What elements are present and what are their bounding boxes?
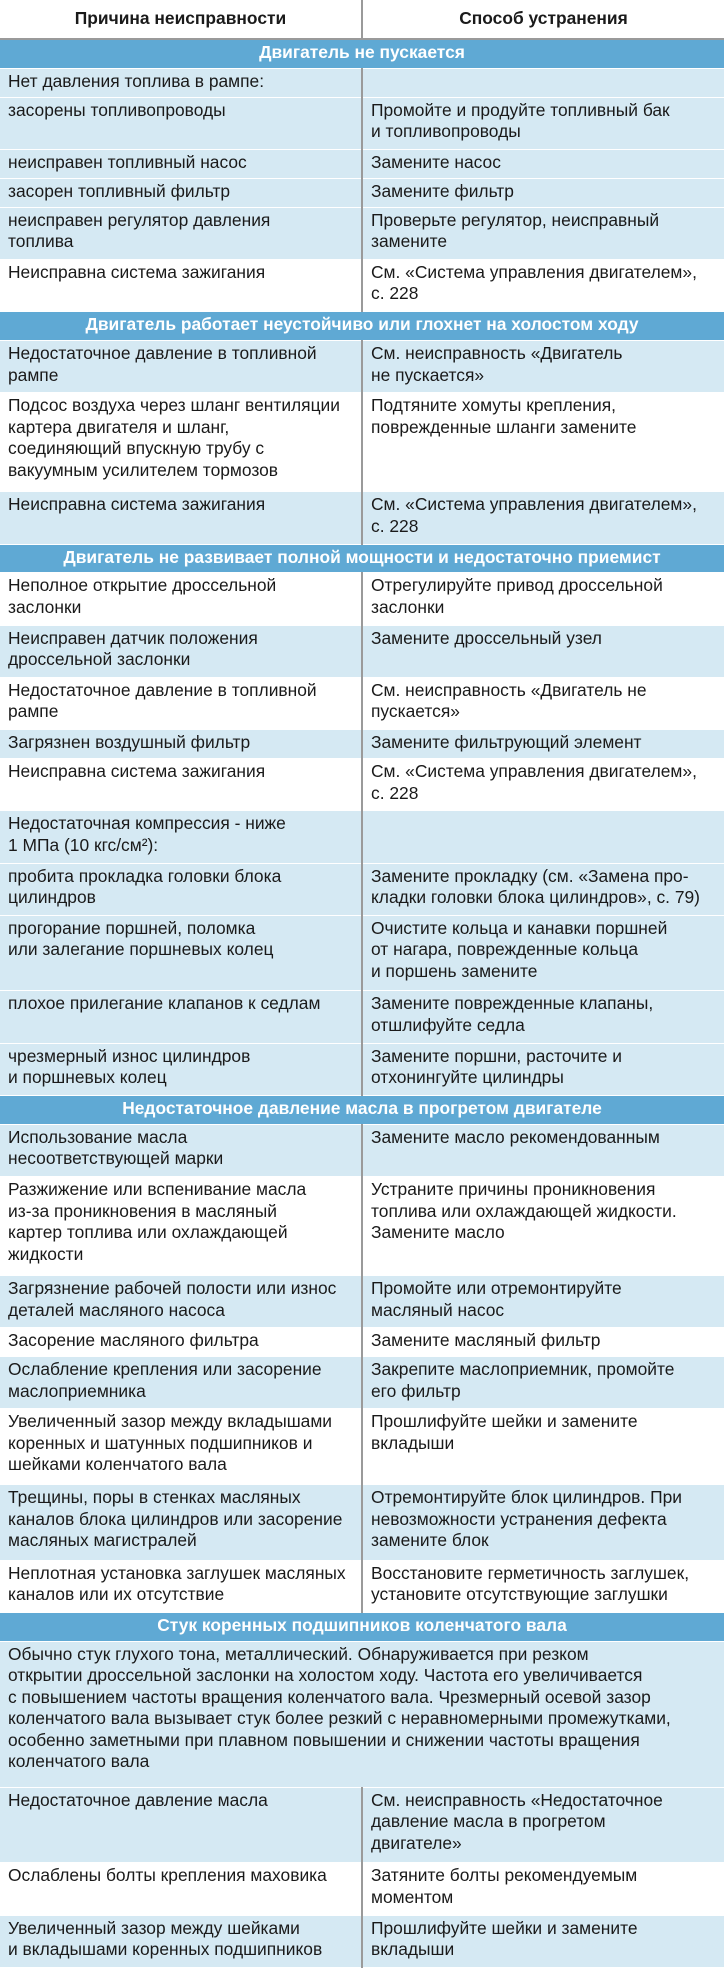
table-row	[0, 811, 724, 863]
section-header-row	[0, 1612, 724, 1641]
remedy-cell	[362, 149, 724, 178]
table-row	[0, 341, 724, 393]
cause-cell	[0, 1787, 362, 1863]
remedy-line: установите отсутствующие заглушки	[371, 1584, 668, 1605]
remedy-line: с. 228	[371, 782, 419, 803]
cause-cell	[0, 759, 362, 811]
cause-line: Увеличенный зазор между шейками	[8, 1917, 300, 1938]
cause-line: каналов блока цилиндров или засорение	[8, 1508, 343, 1529]
remedy-line: Промойте или отремонтируйте	[371, 1278, 622, 1299]
table-row	[0, 1124, 724, 1176]
cause-line: маслоприемника	[8, 1380, 146, 1401]
remedy-line: поврежденные шланги замените	[371, 416, 637, 437]
cause-cell	[0, 1915, 362, 1967]
cause-line: масляных магистралей	[8, 1530, 197, 1551]
cause-line: засорен топливный фильтр	[8, 180, 231, 201]
cause-cell	[0, 259, 362, 311]
remedy-line: с. 228	[371, 283, 419, 304]
cause-line: неисправен топливный насос	[8, 151, 247, 172]
table-row	[0, 863, 724, 915]
cause-line: заслонки	[8, 596, 82, 617]
remedy-cell	[362, 730, 724, 759]
remedy-line: Прошлифуйте шейки и замените	[371, 1411, 638, 1432]
remedy-cell	[362, 1863, 724, 1915]
cause-cell	[0, 97, 362, 149]
remedy-line: Замените поврежденные клапаны,	[371, 993, 654, 1014]
remedy-line: Очистите кольца и канавки поршней	[371, 917, 668, 938]
cause-line: пробита прокладка головки блока	[8, 865, 282, 886]
remedy-line: вкладыши	[371, 1939, 455, 1960]
cause-line: Увеличенный зазор между вкладышами	[8, 1411, 333, 1432]
section-header-row	[0, 1095, 724, 1124]
remedy-cell	[362, 1276, 724, 1328]
remedy-line: Замените масло рекомендованным	[371, 1126, 660, 1147]
remedy-line: вкладыши	[371, 1432, 455, 1453]
remedy-line: и топливопроводы	[371, 121, 521, 142]
cause-cell	[0, 149, 362, 178]
remedy-line: и поршень замените	[371, 960, 538, 981]
cause-cell	[0, 863, 362, 915]
cause-cell	[0, 1124, 362, 1176]
cause-cell	[0, 68, 362, 97]
cause-cell	[0, 677, 362, 729]
cause-cell	[0, 178, 362, 207]
remedy-cell	[362, 1328, 724, 1357]
table-row	[0, 677, 724, 729]
section-header-row	[0, 544, 724, 573]
remedy-cell	[362, 625, 724, 677]
remedy-line: его фильтр	[371, 1380, 461, 1401]
cause-line: Недостаточное давление в топливной	[8, 343, 317, 364]
remedy-cell	[362, 178, 724, 207]
remedy-cell	[362, 573, 724, 625]
remedy-line: Замените насос	[371, 151, 501, 172]
remedy-line: не пускается»	[371, 364, 485, 385]
remedy-line: замените блок	[371, 1530, 489, 1551]
note-row	[0, 1641, 724, 1787]
cause-cell	[0, 811, 362, 863]
remedy-line: Устраните причины проникновения	[371, 1179, 656, 1200]
cause-cell	[0, 625, 362, 677]
table-row	[0, 915, 724, 991]
remedy-line: давление масла в прогретом	[371, 1811, 606, 1832]
cause-cell	[0, 393, 362, 492]
section-title: Двигатель работает неустойчиво или глохнет на холостом ходу	[0, 312, 724, 341]
remedy-line: кладки головки блока цилиндров», с. 79)	[371, 887, 700, 908]
remedy-cell	[362, 811, 724, 863]
cause-line: картер топлива или охлаждающей	[8, 1222, 288, 1243]
cause-cell	[0, 573, 362, 625]
note-line: с повышением частоты вращения коленчатого вала. Чрезмерный осевой зазор	[8, 1686, 651, 1707]
section-title: Недостаточное давление масла в прогретом двигателе	[0, 1095, 724, 1124]
note-line: коленчатого вала	[8, 1751, 150, 1772]
remedy-cell	[362, 1787, 724, 1863]
remedy-line: моментом	[371, 1886, 454, 1907]
table-row	[0, 759, 724, 811]
cause-line: Загрязнен воздушный фильтр	[8, 732, 251, 753]
remedy-cell	[362, 68, 724, 97]
table-row	[0, 625, 724, 677]
cause-cell	[0, 1560, 362, 1612]
cause-line: Ослабление крепления или засорение	[8, 1359, 322, 1380]
cause-line: дроссельной заслонки	[8, 649, 191, 670]
note-line: открытии дроссельной заслонки на холостом ходу. Частота его увеличивается	[8, 1665, 643, 1686]
cause-cell	[0, 1409, 362, 1485]
cause-line: прогорание поршней, поломка	[8, 917, 256, 938]
cause-line: Недостаточная компрессия - ниже	[8, 813, 286, 834]
remedy-line: См. неисправность «Двигатель	[371, 343, 623, 364]
table-row	[0, 149, 724, 178]
cause-line: Неплотная установка заглушек масляных	[8, 1562, 346, 1583]
remedy-line: Затяните болты рекомендуемым	[371, 1865, 638, 1886]
remedy-cell	[362, 915, 724, 991]
cause-line: или залегание поршневых колец	[8, 939, 274, 960]
note-line: Обычно стук глухого тона, металлический. Обнаруживается при резком	[8, 1643, 589, 1664]
remedy-line: См. неисправность «Двигатель не	[371, 679, 647, 700]
remedy-line: с. 228	[371, 515, 419, 536]
remedy-line: Промойте и продуйте топливный бак	[371, 99, 670, 120]
cause-line: жидкости	[8, 1243, 84, 1264]
cause-cell	[0, 492, 362, 544]
section-header-row	[0, 39, 724, 68]
table-row	[0, 1915, 724, 1967]
cause-line: 1 МПа (10 кгс/см²):	[8, 834, 159, 855]
table-row	[0, 97, 724, 149]
cause-line: рампе	[8, 364, 59, 385]
cause-line: неисправен регулятор давления	[8, 209, 271, 230]
cause-line: Неполное открытие дроссельной	[8, 575, 277, 596]
remedy-line: Замените масляный фильтр	[371, 1330, 601, 1351]
remedy-cell	[362, 1409, 724, 1485]
remedy-line: Прошлифуйте шейки и замените	[371, 1917, 638, 1938]
cause-line: Неисправен датчик положения	[8, 627, 258, 648]
cause-cell	[0, 991, 362, 1043]
table-row	[0, 259, 724, 311]
cause-line: и вкладышами коренных подшипников	[8, 1939, 323, 1960]
table-row	[0, 1787, 724, 1863]
remedy-line: заслонки	[371, 596, 445, 617]
remedy-line: пускается»	[371, 701, 460, 722]
remedy-line: Замените дроссельный узел	[371, 627, 602, 648]
remedy-line: См. «Система управления двигателем»,	[371, 761, 697, 782]
section-title: Двигатель не развивает полной мощности и недостаточно приемист	[0, 544, 724, 573]
table-row	[0, 178, 724, 207]
table-row	[0, 1560, 724, 1612]
note-text	[0, 1641, 724, 1787]
section-header-row	[0, 312, 724, 341]
cause-cell	[0, 1043, 362, 1095]
cause-line: плохое прилегание клапанов к седлам	[8, 993, 321, 1014]
remedy-line: Проверьте регулятор, неисправный	[371, 209, 660, 230]
table-row	[0, 730, 724, 759]
cause-line: Неисправна система зажигания	[8, 761, 266, 782]
cause-line: и поршневых колец	[8, 1067, 167, 1088]
cause-line: Трещины, поры в стенках масляных	[8, 1487, 301, 1508]
cause-line: Засорение масляного фильтра	[8, 1330, 259, 1351]
remedy-cell	[362, 97, 724, 149]
cause-line: Неисправна система зажигания	[8, 494, 266, 515]
table-row	[0, 1043, 724, 1095]
cause-line: деталей масляного насоса	[8, 1299, 225, 1320]
cause-line: несоответствующей марки	[8, 1148, 224, 1169]
remedy-line: См. неисправность «Недостаточное	[371, 1789, 663, 1810]
cause-line: рампе	[8, 701, 59, 722]
cause-line: соединяющий впускную трубу с	[8, 438, 265, 459]
remedy-line: Отремонтируйте блок цилиндров. При	[371, 1487, 682, 1508]
cause-line: вакуумным усилителем тормозов	[8, 459, 279, 480]
remedy-line: См. «Система управления двигателем»,	[371, 261, 697, 282]
cause-cell	[0, 1328, 362, 1357]
remedy-cell	[362, 677, 724, 729]
cause-line: коренных и шатунных подшипников и	[8, 1432, 313, 1453]
remedy-cell	[362, 1357, 724, 1409]
remedy-line: топлива или охлаждающей жидкости.	[371, 1200, 677, 1221]
cause-line: Загрязнение рабочей полости или износ	[8, 1278, 337, 1299]
section-title: Стук коренных подшипников коленчатого вала	[0, 1612, 724, 1641]
table-row	[0, 393, 724, 492]
remedy-line: Замените фильтрующий элемент	[371, 732, 642, 753]
remedy-line: двигателе»	[371, 1832, 462, 1853]
cause-line: Неисправна система зажигания	[8, 261, 266, 282]
remedy-line: Замените фильтр	[371, 180, 514, 201]
remedy-line: См. «Система управления двигателем»,	[371, 494, 697, 515]
table-row	[0, 573, 724, 625]
remedy-line: невозможности устранения дефекта	[371, 1508, 667, 1529]
remedy-cell	[362, 1485, 724, 1561]
table-row	[0, 1328, 724, 1357]
table-row	[0, 1177, 724, 1276]
cause-line: Недостаточное давление в топливной	[8, 679, 317, 700]
cause-line: цилиндров	[8, 887, 96, 908]
remedy-cell	[362, 1043, 724, 1095]
cause-line: шейками коленчатого вала	[8, 1454, 227, 1475]
cause-line: топлива	[8, 231, 74, 252]
remedy-cell	[362, 393, 724, 492]
cause-line: Ослаблены болты крепления маховика	[8, 1865, 327, 1886]
remedy-line: масляный насос	[371, 1299, 505, 1320]
remedy-line: Закрепите маслоприемник, промойте	[371, 1359, 675, 1380]
table-header-row	[0, 0, 724, 39]
remedy-cell	[362, 259, 724, 311]
table-row	[0, 1357, 724, 1409]
remedy-cell	[362, 1124, 724, 1176]
remedy-cell	[362, 1915, 724, 1967]
section-title: Двигатель не пускается	[0, 39, 724, 68]
note-line: особенно заметными при плавном повышении и снижении частоты вращения	[8, 1729, 640, 1750]
cause-cell	[0, 1485, 362, 1561]
remedy-line: отхонингуйте цилиндры	[371, 1067, 564, 1088]
table-row	[0, 1863, 724, 1915]
table-body	[0, 39, 724, 1968]
header-cause: Причина неисправности	[0, 0, 362, 39]
cause-cell	[0, 1276, 362, 1328]
cause-line: чрезмерный износ цилиндров	[8, 1045, 251, 1066]
cause-line: Разжижение или вспенивание масла	[8, 1179, 307, 1200]
cause-line: картера двигателя и шланг,	[8, 416, 230, 437]
remedy-line: Замените поршни, расточите и	[371, 1045, 622, 1066]
remedy-line: от нагара, поврежденные кольца	[371, 939, 639, 960]
cause-cell	[0, 207, 362, 259]
cause-cell	[0, 1177, 362, 1276]
remedy-cell	[362, 341, 724, 393]
remedy-cell	[362, 492, 724, 544]
cause-line: Подсос воздуха через шланг вентиляции	[8, 395, 340, 416]
table-row	[0, 207, 724, 259]
cause-line: Недостаточное давление масла	[8, 1789, 268, 1810]
cause-cell	[0, 341, 362, 393]
cause-line: каналов или их отсутствие	[8, 1584, 225, 1605]
note-line: коленчатого вала вызывает стук более резкий с неравномерными промежутками,	[8, 1708, 671, 1729]
cause-line: Использование масла	[8, 1126, 188, 1147]
remedy-cell	[362, 991, 724, 1043]
remedy-line: Замените прокладку (см. «Замена про-	[371, 865, 689, 886]
remedy-line: Отрегулируйте привод дроссельной	[371, 575, 663, 596]
remedy-line: отшлифуйте седла	[371, 1014, 525, 1035]
remedy-line: замените	[371, 231, 448, 252]
remedy-line: Подтяните хомуты крепления,	[371, 395, 616, 416]
remedy-line: Замените масло	[371, 1222, 505, 1243]
table-row	[0, 492, 724, 544]
header-remedy: Способ устранения	[362, 0, 724, 39]
table-row	[0, 1276, 724, 1328]
table-row	[0, 1409, 724, 1485]
cause-cell	[0, 1357, 362, 1409]
cause-cell	[0, 915, 362, 991]
cause-line: засорены топливопроводы	[8, 99, 226, 120]
cause-line: Нет давления топлива в рампе:	[8, 70, 265, 91]
remedy-cell	[362, 207, 724, 259]
remedy-cell	[362, 1560, 724, 1612]
cause-cell	[0, 1863, 362, 1915]
table-row	[0, 1485, 724, 1561]
remedy-cell	[362, 1177, 724, 1276]
remedy-line: Восстановите герметичность заглушек,	[371, 1562, 690, 1583]
table-row	[0, 68, 724, 97]
remedy-cell	[362, 759, 724, 811]
table-row	[0, 991, 724, 1043]
remedy-cell	[362, 863, 724, 915]
cause-cell	[0, 730, 362, 759]
cause-line: из-за проникновения в масляный	[8, 1200, 277, 1221]
